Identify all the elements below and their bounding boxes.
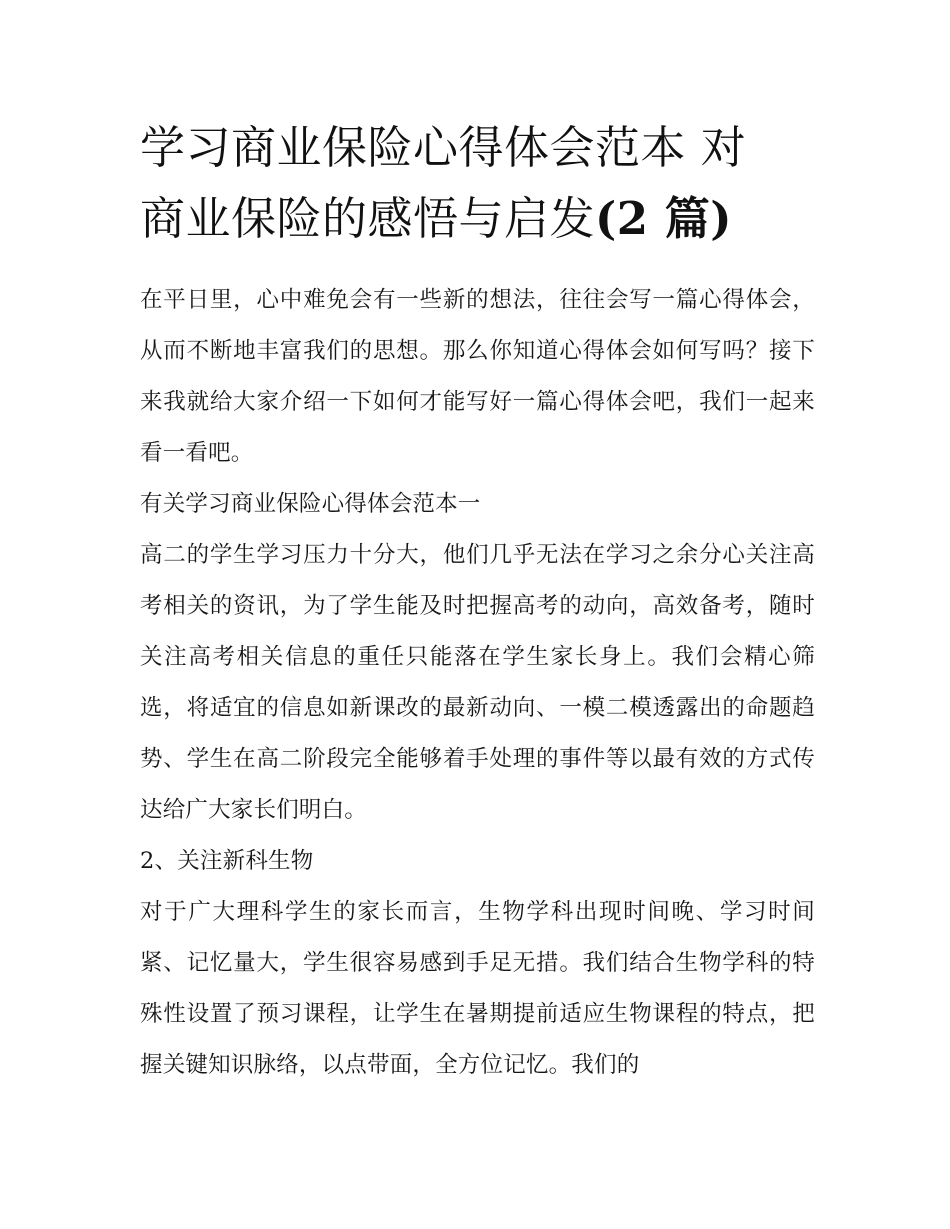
section-paragraph-1: 高二的学生学习压力十分大，他们几乎无法在学习之余分心关注高考相关的资讯，为了学生能及时把握高考的动向，高效备考，随时关注高考相关信息的重任只能落在学生家长身上。我们会精心筛选，将适宜的信息如新课改的最新动向、一模二模透露出的命题趋势、学生在高二阶段完全能够着手处理的事件等以最有效的方式传达给广大家长们明白。 — [140, 542, 815, 823]
document-title — [140, 112, 815, 254]
title-line-2: 商业保险的感悟与启发 — [140, 192, 596, 245]
intro-paragraph: 在平日里，心中难免会有一些新的想法，往往会写一篇心得体会，从而不断地丰富我们的思想。那么你知道心得体会如何写吗？接下来我就给大家介绍一下如何才能写好一篇心得体会吧，我们一起来看一看吧。 — [140, 287, 815, 466]
title-line-1: 学习商业保险心得体会范本 对 — [140, 121, 747, 174]
document-body — [140, 112, 815, 1091]
section-paragraph-2: 对于广大理科学生的家长而言，生物学科出现时间晚、学习时间紧、记忆量大，学生很容易感到手足无措。我们结合生物学科的特殊性设置了预习课程，让学生在暑期提前适应生物课程的特点，把握关键知识脉络，以点带面，全方位记忆。我们的 — [140, 899, 815, 1078]
section-heading-1: 有关学习商业保险心得体会范本一 — [140, 491, 481, 517]
subheading-2: 2、关注新科生物 — [140, 848, 314, 874]
title-count: (2 篇) — [595, 192, 733, 245]
